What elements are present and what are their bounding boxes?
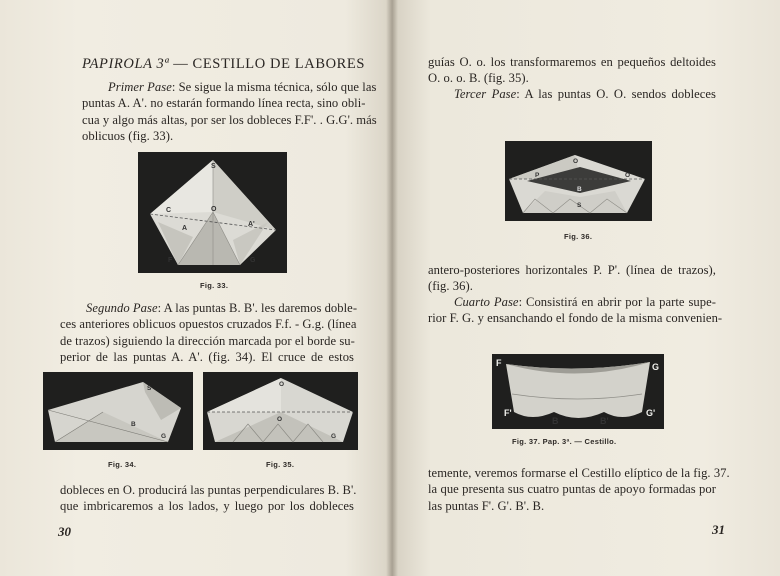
page-number-right: 31 bbox=[712, 522, 725, 537]
figure-33-drawing bbox=[138, 152, 287, 273]
figure-34-photo bbox=[43, 372, 193, 450]
text-line: dobleces en O. producirá las puntas perpendiculares B. B'. bbox=[60, 483, 357, 497]
text-line: guías O. o. los transformaremos en pequeños deltoides bbox=[428, 55, 716, 69]
text-line: O. o. o. B. (fig. 35). bbox=[428, 71, 529, 86]
figure-37-drawing bbox=[492, 354, 664, 429]
paragraph-segundo-pase bbox=[60, 300, 358, 365]
heading-italic: PAPIROLA 3ª bbox=[82, 56, 169, 72]
svg-text:G: G bbox=[331, 433, 337, 440]
fig37-label: B' bbox=[600, 416, 609, 426]
fig33-label: C bbox=[166, 207, 172, 214]
paragraph-antero-posteriores bbox=[428, 262, 716, 295]
figure-35-drawing bbox=[203, 372, 358, 450]
paragraph-tercer-pase bbox=[428, 86, 716, 102]
fig36-label: O bbox=[625, 172, 631, 179]
figure-36-drawing bbox=[505, 141, 652, 221]
text-line: Cuarto Pase: Consistirá en abrir por la parte supe- bbox=[454, 295, 716, 309]
fig37-label: B bbox=[552, 416, 559, 426]
fig33-label: G bbox=[250, 257, 256, 264]
fig37-label: G bbox=[652, 362, 660, 372]
figure-33-caption: Fig. 33. bbox=[200, 281, 229, 290]
text-line: Segundo Pase: A las puntas B. B'. les daremos doble- bbox=[86, 301, 358, 315]
fig36-label: P bbox=[535, 172, 540, 179]
heading-title: — CESTILLO DE LABORES bbox=[169, 56, 366, 72]
text-line: perior de las puntas A. A'. (fig. 34). El cruce de estos bbox=[60, 349, 354, 364]
paragraph-cuarto-pase bbox=[428, 294, 723, 327]
text-line: la que presenta sus cuatro puntas de apoyo formadas por bbox=[428, 482, 716, 497]
text-line: ces anteriores oblicuos opuestos cruzados F.f. - G.g. (línea bbox=[60, 317, 357, 332]
fig36-label: B bbox=[577, 186, 582, 193]
fig33-label: A' bbox=[248, 221, 255, 228]
figure-34-caption: Fig. 34. bbox=[108, 460, 137, 469]
fig37-label: F bbox=[496, 358, 502, 368]
svg-text:O: O bbox=[277, 416, 283, 423]
paragraph-deltoides bbox=[428, 54, 716, 87]
figure-36-caption: Fig. 36. bbox=[564, 232, 593, 241]
text-line: (fig. 36). bbox=[428, 279, 473, 294]
text-line: que imbricaremos a los lados, y luego por los dobleces bbox=[60, 499, 354, 514]
text-line: Tercer Pase: A las puntas O. O. sendos dobleces bbox=[454, 87, 716, 101]
text-line: Primer Pase: Se sigue la misma técnica, sólo que las bbox=[108, 80, 377, 94]
fig36-label: O bbox=[573, 158, 579, 165]
figure-37-caption: Fig. 37. Pap. 3ª. — Cestillo. bbox=[512, 437, 617, 446]
fig33-label: O bbox=[211, 206, 217, 213]
svg-text:G: G bbox=[161, 433, 167, 440]
figure-37-photo bbox=[492, 354, 664, 429]
page-number-left: 30 bbox=[58, 524, 71, 539]
svg-text:B: B bbox=[131, 421, 136, 428]
paragraph-continuation bbox=[60, 482, 357, 515]
text-line: las puntas F'. G'. B'. B. bbox=[428, 498, 545, 513]
text-line: temente, veremos formarse el Cestillo elíptico de la fig. 37. bbox=[428, 466, 730, 480]
svg-text:S: S bbox=[147, 385, 152, 392]
fig37-label: F' bbox=[504, 408, 512, 418]
right-page bbox=[392, 0, 780, 576]
figure-33-photo bbox=[138, 152, 287, 273]
figure-35-photo bbox=[203, 372, 358, 450]
text-line: cua y algo más altas, por ser los dobleces F.F'. . G.G'. más bbox=[82, 112, 377, 127]
fig33-label: S bbox=[211, 163, 216, 170]
fig37-label: G' bbox=[646, 408, 656, 418]
figure-36-photo bbox=[505, 141, 652, 221]
figure-34-drawing bbox=[43, 372, 193, 450]
book-gutter bbox=[386, 0, 398, 576]
figure-35-caption: Fig. 35. bbox=[266, 460, 295, 469]
text-line: puntas A. A'. no estarán formando línea recta, sino obli- bbox=[82, 96, 366, 111]
fig36-label: S bbox=[577, 202, 582, 209]
text-line: antero-posteriores horizontales P. P'. (línea de trazos), bbox=[428, 263, 716, 277]
text-line: rior F. G. y ensanchando el fondo de la misma convenien- bbox=[428, 311, 723, 326]
text-line: de trazos) siguiendo la dirección marcada por el borde su- bbox=[60, 333, 355, 348]
text-line: oblicuos (fig. 33). bbox=[82, 128, 174, 143]
paragraph-cestillo bbox=[428, 465, 730, 514]
chapter-heading bbox=[82, 56, 366, 73]
paragraph-primer-pase bbox=[82, 79, 377, 144]
fig33-label: F bbox=[168, 257, 173, 264]
fig33-label: A bbox=[182, 225, 188, 232]
svg-text:O: O bbox=[279, 381, 285, 388]
